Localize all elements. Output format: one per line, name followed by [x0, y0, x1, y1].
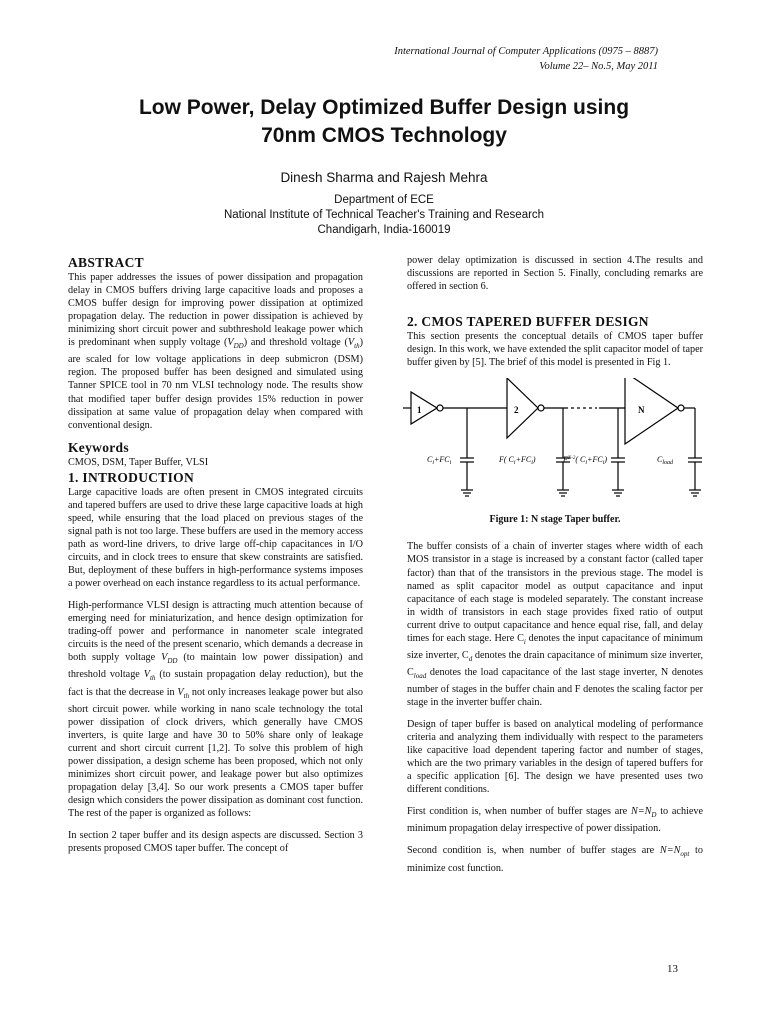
figure-1-caption: Figure 1: N stage Taper buffer.	[489, 514, 621, 526]
title-line-2: 70nm CMOS Technology	[261, 124, 507, 147]
section-2-heading: 2. CMOS TAPERED BUFFER DESIGN	[407, 314, 649, 330]
keywords-heading: Keywords	[68, 439, 129, 455]
cap-3-label: $F^{N-2}$( $C_i+FC_i$)	[563, 455, 608, 467]
intro-paragraph-3: In section 2 taper buffer and its design aspects are discussed. Section 3 presents proposed CMOS taper buffer. The concept of	[68, 830, 363, 855]
intro-paragraph-1: Large capacitive loads are often present in CMOS integrated circuits and tapered buffers are used to drive these large capacitive loads at high speed, while ensuring that the load placed on previous stages of the signal path is not too large. These buffers are used in the memory access path as word-line drivers, to drive large off-chip capacitances in I/O circuits, and in clock trees to ensure that skew constraints are satisfied. But, deployment of these buffers in high-performance systems imposes a power overhead on each instance regardless to its actual performance.	[68, 486, 363, 590]
section-2-paragraph-3: Design of taper buffer is based on analytical modeling of performance criteria and analyzing them individually with respect to the parameters like capacitive load dependent tapering factor and number of stages, which are the two primary variables in the design of tapered buffers for a specific application [6]. The design we have presented uses two different conditions.	[407, 719, 703, 796]
left-column	[68, 256, 363, 864]
taper-buffer-diagram	[403, 378, 703, 503]
stage-n-label: N	[638, 405, 645, 416]
city: Chandigarh, India-160019	[317, 224, 451, 236]
journal-header: International Journal of Computer Applications (0975 – 8887)	[394, 46, 658, 57]
inverter-2	[507, 378, 538, 438]
paper-title	[0, 94, 768, 150]
cap-load-label: $C_{load}$	[657, 455, 674, 467]
right-column	[407, 254, 703, 884]
affiliation	[0, 193, 768, 238]
intro-paragraph-2: High-performance VLSI design is attracting much attention because of emerging need for miniaturization, and hence design optimization for trading-off power and performance in nanometer scale integrated circuits is the need of the present scenario, which demands a decrease in both supply voltage $V_{DD}$ (to maintain low power dissipation) and threshold voltage $V_{th}$ (to sustain propagation delay reduction), but the fact is that the decrease in $V_{th}$ not only increases leakage power but also short circuit power. while working in nano scale technology the total power dissipation of clock drivers, which generally have CMOS inverters, is quite large and have 30 to 50% share only of leakage current and short circuit current [1,2]. To solve this problem of high power dissipation, a design scheme has been proposed, which not only minimizes short circuit power, and leakage power but also optimizes propagation delay [3,4]. So our work presents a CMOS taper buffer design which considers the power dissipation as dominant cost function. The rest of the paper is organized as follows:	[68, 600, 364, 819]
section-2-paragraph-4: First condition is, when number of buffer stages are $N=N_D$ to achieve minimum propagation delay irrespective of power dissipation.	[407, 806, 704, 835]
page-number: 13	[667, 963, 678, 975]
figure-1	[403, 378, 703, 507]
abstract-text: This paper addresses the issues of power dissipation and propagation delay in CMOS buffers driving large capacitive loads and proposes a CMOS buffer design for improving power dissipation at optimized propagation delay. The reduction in power dissipation is achieved by minimizing short circuit power and subthreshold leakage power which is predominant when supply voltage $(V_{DD})$ and threshold voltage $(V_{th})$ are scaled for low voltage applications in deep submicron (DSM) region. The proposed buffer has been designed and simulated using Tanner SPICE tool in 70 nm VLSI technology node. The results show that modified taper buffer design provides 15% reduction in power dissipation at same value of propagation delay when compared with conventional design.	[68, 272, 363, 431]
section-2-paragraph-2: The buffer consists of a chain of inverter stages where width of each MOS transistor in a stage is increased by a constant factor (called taper factor) than that of the transistors in the previous stage. The model is named as split capacitor model as output capacitance and input capacitance of each stage is modeled separately. The constant increase in width of transistors in each stage provides fixed ratio of output current drive to output capacitance and hence equal rise, fall, and delay times for each stage. Here $C_i$ denotes the input capacitance of minimum size inverter, $C_d$ denotes the drain capacitance of minimum size inverter, $C_{load}$ denotes the load capacitance of the last stage inverter, N denotes number of stages in the buffer chain and F denotes the scaling factor per stage in the inverter buffer chain.	[407, 541, 704, 709]
department: Department of ECE	[334, 194, 434, 206]
section-2-paragraph-5: Second condition is, when number of buffer stages are $N=N_{opt}$ to minimize cost function.	[407, 845, 703, 874]
right-continuation: power delay optimization is discussed in section 4.The results and discussions are reported in Section 5. Finally, concluding remarks are offered in section 6.	[407, 255, 703, 293]
introduction-heading: 1. INTRODUCTION	[68, 469, 195, 485]
abstract-heading: ABSTRACT	[68, 255, 144, 270]
inverter-1	[411, 392, 437, 424]
inverter-n	[625, 378, 678, 444]
stage-2-label: 2	[514, 405, 519, 416]
volume-header: Volume 22– No.5, May 2011	[539, 61, 658, 72]
cap-2-label: F( $C_i+FC_i$)	[499, 455, 536, 467]
keywords-text: CMOS, DSM, Taper Buffer, VLSI	[68, 456, 209, 468]
section-2-paragraph-1: This section presents the conceptual details of CMOS taper buffer design. In this work, we have extended the split capacitor model of taper buffer given by [5]. The brief of this model is presented in Fig 1.	[407, 331, 703, 369]
stage-1-label: 1	[417, 405, 422, 416]
title-line-1: Low Power, Delay Optimized Buffer Design using	[138, 96, 630, 119]
cap-1-label: $C_i+FC_i$	[427, 455, 452, 467]
authors: Dinesh Sharma and Rajesh Mehra	[280, 170, 488, 185]
institute: National Institute of Technical Teacher's Training and Research	[223, 209, 545, 221]
